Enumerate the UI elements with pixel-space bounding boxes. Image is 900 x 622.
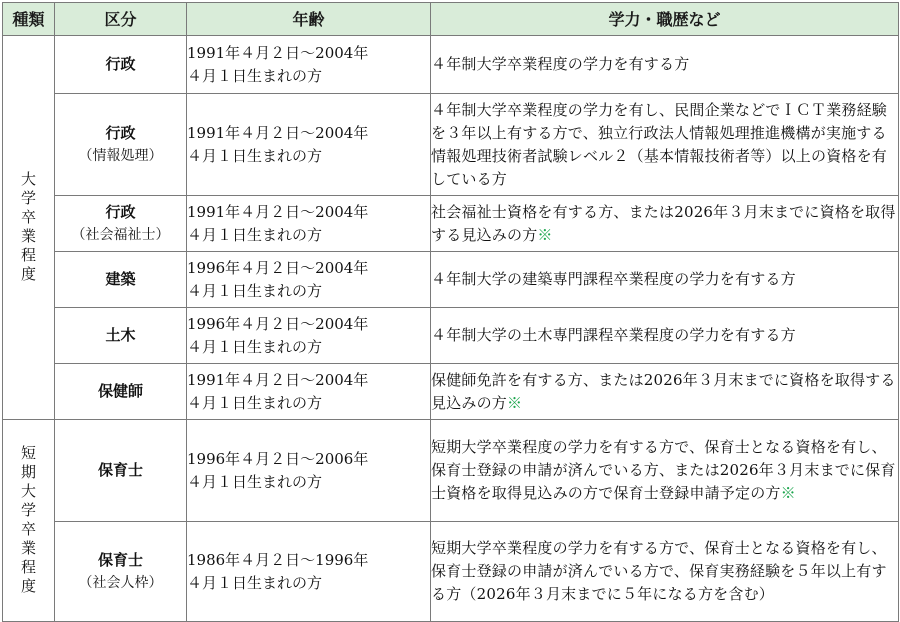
age-cell: 1996年４月２日～2004年 ４月１日生まれの方 xyxy=(187,252,431,308)
note-mark: ※ xyxy=(507,393,523,412)
age-cell: 1996年４月２日～2004年 ４月１日生まれの方 xyxy=(187,308,431,364)
header-category: 区分 xyxy=(55,3,187,36)
age-cell: 1991年４月２日～2004年 ４月１日生まれの方 xyxy=(187,36,431,94)
qualification-cell: ４年制大学卒業程度の学力を有する方 xyxy=(431,36,899,94)
qualification-cell: ４年制大学の建築専門課程卒業程度の学力を有する方 xyxy=(431,252,899,308)
age-cell: 1986年４月２日～1996年 ４月１日生まれの方 xyxy=(187,522,431,622)
table-row xyxy=(3,308,899,364)
table-row xyxy=(3,420,899,522)
group-junior-college: 短期大学卒業程度 xyxy=(3,420,55,622)
age-cell: 1991年４月２日～2004年 ４月１日生まれの方 xyxy=(187,364,431,420)
category-cell: 保育士 xyxy=(55,420,187,522)
qualification-cell: 短期大学卒業程度の学力を有する方で、保育士となる資格を有し、保育士登録の申請が済んでいる方で、保育実務経験を５年以上有する方（2026年３月末までに５年になる方を含む） xyxy=(431,522,899,622)
category-cell: 建築 xyxy=(55,252,187,308)
note-mark: ※ xyxy=(537,225,553,244)
group-university: 大学卒業程度 xyxy=(3,36,55,420)
category-cell: 行政 xyxy=(55,36,187,94)
category-cell: 土木 xyxy=(55,308,187,364)
qualification-cell: ４年制大学卒業程度の学力を有し、民間企業などでＩＣＴ業務経験を３年以上有する方で、独立行政法人情報処理推進機構が実施する情報処理技術者試験レベル２（基本情報技術者等）以上の資格を有している方 xyxy=(431,94,899,196)
age-cell: 1991年４月２日～2004年 ４月１日生まれの方 xyxy=(187,196,431,252)
note-mark: ※ xyxy=(780,484,796,502)
table-row xyxy=(3,364,899,420)
category-cell: 行政 （社会福祉士） xyxy=(55,196,187,252)
qualification-cell: 保健師免許を有する方、または2026年３月末までに資格を取得する見込みの方※ xyxy=(431,364,899,420)
category-cell: 保健師 xyxy=(55,364,187,420)
table-row xyxy=(3,252,899,308)
qualification-cell: ４年制大学の土木専門課程卒業程度の学力を有する方 xyxy=(431,308,899,364)
header-type: 種類 xyxy=(3,3,55,36)
qualification-cell: 社会福祉士資格を有する方、または2026年３月末までに資格を取得する見込みの方※ xyxy=(431,196,899,252)
age-cell: 1996年４月２日～2006年 ４月１日生まれの方 xyxy=(187,420,431,522)
table-row xyxy=(3,196,899,252)
header-age: 年齢 xyxy=(187,3,431,36)
category-cell: 行政 （情報処理） xyxy=(55,94,187,196)
table-row xyxy=(3,94,899,196)
table-row xyxy=(3,36,899,94)
header-qualification: 学力・職歴など xyxy=(431,3,899,36)
age-cell: 1991年４月２日～2004年 ４月１日生まれの方 xyxy=(187,94,431,196)
category-cell: 保育士 （社会人枠） xyxy=(55,522,187,622)
qualification-cell: 短期大学卒業程度の学力を有する方で、保育士となる資格を有し、保育士登録の申請が済んでいる方、または2026年３月末までに保育士資格を取得見込みの方で保育士登録申請予定の方※ xyxy=(431,420,899,522)
table-row xyxy=(3,522,899,622)
header-row xyxy=(3,3,899,36)
eligibility-table xyxy=(2,2,899,622)
